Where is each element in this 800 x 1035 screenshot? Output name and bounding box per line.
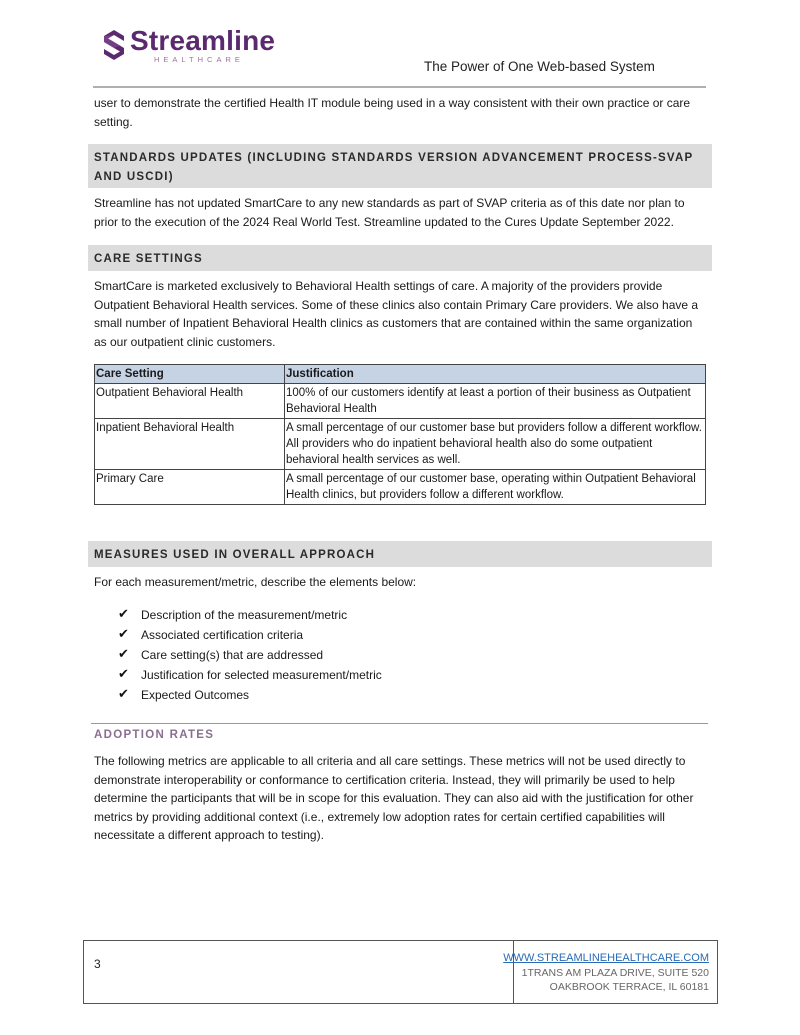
page-footer: [83, 940, 718, 1004]
streamline-s-logo-icon: [102, 29, 126, 61]
list-item-text: Care setting(s) that are addressed: [141, 648, 324, 662]
standards-body: Streamline has not updated SmartCare to any new standards as part of SVAP criteria as of this date nor plan to prior to the execution of the 2024 Real World Test. Streamline updated to the Cures Update September 2022.: [94, 196, 685, 229]
footer-address-line2: OAKBROOK TERRACE, IL 60181: [549, 981, 709, 993]
page-number: 3: [94, 957, 101, 971]
list-item: [118, 685, 382, 705]
checkmark-icon: ✔: [118, 647, 129, 662]
measures-intro: For each measurement/metric, describe the elements below:: [94, 575, 417, 589]
table-row: [95, 470, 706, 505]
checkmark-icon: ✔: [118, 687, 129, 702]
logo-wordmark: Streamline: [130, 24, 276, 56]
measures-heading: MEASURES USED IN OVERALL APPROACH: [88, 541, 712, 567]
table-cell-justification: A small percentage of our customer base, operating within Outpatient Behavioral Health clinics, but providers follow a different workflow.: [285, 470, 706, 505]
table-cell-justification: 100% of our customers identify at least a portion of their business as Outpatient Behavioral Health: [285, 384, 706, 419]
list-item: [118, 665, 382, 685]
list-item: [118, 605, 382, 625]
care-settings-body: SmartCare is marketed exclusively to Behavioral Health settings of care. A majority of the providers provide Outpatient Behavioral Health services. Some of these clinics also contain Primary Care providers. We also have a small number of Inpatient Behavioral Health clinics as customers that are contained within the same organization as our outpatient clinic customers.: [94, 279, 699, 349]
header-tagline: The Power of One Web-based System: [424, 59, 655, 74]
measures-checklist: [118, 605, 382, 705]
table-header-care-setting: Care Setting: [95, 365, 285, 384]
table-cell-justification: A small percentage of our customer base but providers follow a different workflow. All providers who do inpatient behavioral health also do some outpatient behavioral health services as well.: [285, 419, 706, 470]
table-cell-care-setting: Inpatient Behavioral Health: [95, 419, 285, 470]
care-settings-table: [94, 364, 706, 505]
website-link[interactable]: WWW.STREAMLINEHEALTHCARE.COM: [503, 952, 709, 964]
footer-address-line1: 1TRANS AM PLAZA DRIVE, SUITE 520: [521, 966, 709, 979]
adoption-rates-heading: ADOPTION RATES: [94, 729, 215, 741]
header-divider: [93, 86, 706, 88]
list-item-text: Description of the measurement/metric: [141, 608, 348, 622]
footer-contact: [503, 951, 709, 995]
intro-paragraph: user to demonstrate the certified Health IT module being used in a way consistent with their own practice or care setting.: [94, 96, 691, 129]
checkmark-icon: ✔: [118, 627, 129, 642]
list-item-text: Associated certification criteria: [141, 628, 304, 642]
streamline-logo: [102, 24, 276, 64]
list-item-text: Expected Outcomes: [141, 688, 250, 702]
table-header-row: [95, 365, 706, 384]
care-settings-heading: CARE SETTINGS: [88, 245, 712, 271]
adoption-divider: [91, 723, 708, 724]
table-row: [95, 384, 706, 419]
adoption-rates-body: The following metrics are applicable to all criteria and all care settings. These metrics will not be used directly to demonstrate interoperability or conformance to certification criteria. Instead, they will primarily be used to help determine the participants that will be in scope for this evaluation. They can also aid with the justification for other metrics by providing additional context (i.e., extremely low adoption rates for certain certified capabilities will necessitate a different approach to testing).: [94, 754, 694, 842]
checkmark-icon: ✔: [118, 607, 129, 622]
table-cell-care-setting: Outpatient Behavioral Health: [95, 384, 285, 419]
table-row: [95, 419, 706, 470]
checkmark-icon: ✔: [118, 667, 129, 682]
list-item: [118, 645, 382, 665]
table-header-justification: Justification: [285, 365, 706, 384]
logo-subtitle: HEALTHCARE: [154, 54, 244, 64]
table-cell-care-setting: Primary Care: [95, 470, 285, 505]
list-item: [118, 625, 382, 645]
standards-section-heading: STANDARDS UPDATES (INCLUDING STANDARDS VERSION ADVANCEMENT PROCESS-SVAP AND USCDI): [88, 144, 712, 188]
list-item-text: Justification for selected measurement/metric: [141, 668, 382, 682]
